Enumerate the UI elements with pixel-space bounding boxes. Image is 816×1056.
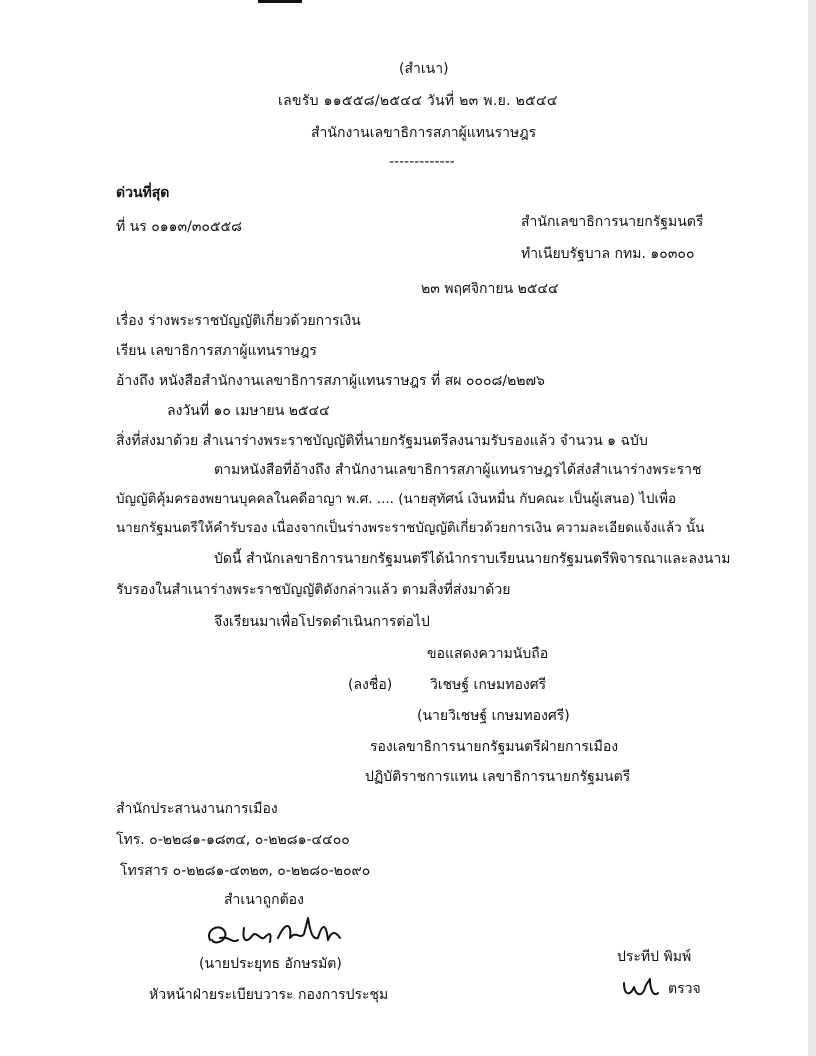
- enclosure-line: สิ่งที่ส่งมาด้วย สำเนาร่างพระราชบัญญัติที่นายกรัฐมนตรีลงนามรับรองแล้ว จำนวน ๑ ฉบับ: [116, 433, 648, 449]
- sender-office: สำนักเลขาธิการนายกรัฐมนตรี: [521, 214, 704, 230]
- sender-address: ทำเนียบรัฐบาล กทม. ๑๐๓๐๐: [521, 246, 695, 262]
- reference-line: อ้างถึง หนังสือสำนักงานเลขาธิการสภาผู้แทนราษฎร ที่ สผ ๐๐๐๘/๒๒๗๖: [116, 373, 545, 389]
- body-paragraph-1-line-3: นายกรัฐมนตรีให้คำรับรอง เนื่องจากเป็นร่างพระราชบัญญัติเกี่ยวด้วยการเงิน ความละเอียดแจ้งแล้ว นั้น: [116, 520, 705, 536]
- top-edge-mark: [258, 0, 302, 3]
- copy-label: (สำเนา): [399, 61, 449, 77]
- body-paragraph-2-line-1: บัดนี้ สำนักเลขาธิการนายกรัฐมนตรีได้นำกราบเรียนนายกรัฐมนตรีพิจารณาและลงนาม: [214, 551, 731, 567]
- typed-by: ประทีป พิมพ์: [617, 949, 692, 965]
- document-number: ที่ นร ๐๑๑๓/๓๐๕๕๘: [116, 219, 242, 235]
- contact-fax: โทรสาร ๐-๒๒๘๑-๔๓๒๓, ๐-๒๒๘๐-๒๐๙๐: [120, 863, 371, 879]
- receipt-line: เลขรับ ๑๑๕๕๘/๒๕๔๔ วันที่ ๒๓ พ.ย. ๒๕๔๔: [278, 93, 558, 109]
- header-divider: -------------: [389, 154, 455, 170]
- letter-date: ๒๓ พฤศจิกายน ๒๕๔๔: [421, 281, 559, 297]
- subject-line: เรื่อง ร่างพระราชบัญญัติเกี่ยวด้วยการเงิน: [116, 313, 361, 329]
- scan-edge: [808, 0, 816, 1056]
- closing-regards: ขอแสดงความนับถือ: [427, 646, 549, 662]
- contact-phone: โทร. ๐-๒๒๘๑-๑๘๓๔, ๐-๒๒๘๑-๔๔๐๐: [116, 832, 350, 848]
- body-paragraph-2-line-2: รับรองในสำเนาร่างพระราชบัญญัติดังกล่าวแล้ว ตามสิ่งที่ส่งมาด้วย: [116, 582, 511, 598]
- checker-initials: [620, 975, 660, 1003]
- checked-label: ตรวจ: [668, 981, 701, 997]
- body-paragraph-1-line-1: ตามหนังสือที่อ้างถึง สำนักงานเลขาธิการสภาผู้แทนราษฎรได้ส่งสำเนาร่างพระราช: [214, 462, 702, 478]
- urgency-label: ด่วนที่สุด: [116, 185, 170, 201]
- body-paragraph-1-line-2: บัญญัติคุ้มครองพยานบุคคลในคดีอาญา พ.ศ. .... (นายสุทัศน์ เงินหมื่น กับคณะ เป็นผู้เสนอ) ไปเพื่อ: [116, 491, 677, 507]
- reference-date: ลงวันที่ ๑๐ เมษายน ๒๕๔๔: [167, 403, 330, 419]
- contact-unit: สำนักประสานงานการเมือง: [116, 801, 278, 817]
- certifier-position: หัวหน้าฝ่ายระเบียบวาระ กองการประชุม: [149, 987, 389, 1003]
- salutation-line: เรียน เลขาธิการสภาผู้แทนราษฎร: [116, 343, 317, 359]
- certifier-signature: [200, 910, 350, 955]
- signed-name: วิเชษฐ์ เกษมทองศรี: [430, 677, 547, 693]
- receiver-office: สำนักงานเลขาธิการสภาผู้แทนราษฎร: [311, 125, 537, 141]
- certifier-name: (นายประยุทธ อักษรมัต): [199, 956, 342, 972]
- signer-full-name: (นายวิเชษฐ์ เกษมทองศรี): [417, 708, 570, 724]
- certification-label: สำเนาถูกต้อง: [224, 892, 304, 908]
- signed-label: (ลงชื่อ): [348, 677, 393, 693]
- body-paragraph-3: จึงเรียนมาเพื่อโปรดดำเนินการต่อไป: [214, 614, 430, 630]
- signer-acting-position: ปฏิบัติราชการแทน เลขาธิการนายกรัฐมนตรี: [365, 769, 631, 785]
- signer-position: รองเลขาธิการนายกรัฐมนตรีฝ่ายการเมือง: [370, 739, 619, 755]
